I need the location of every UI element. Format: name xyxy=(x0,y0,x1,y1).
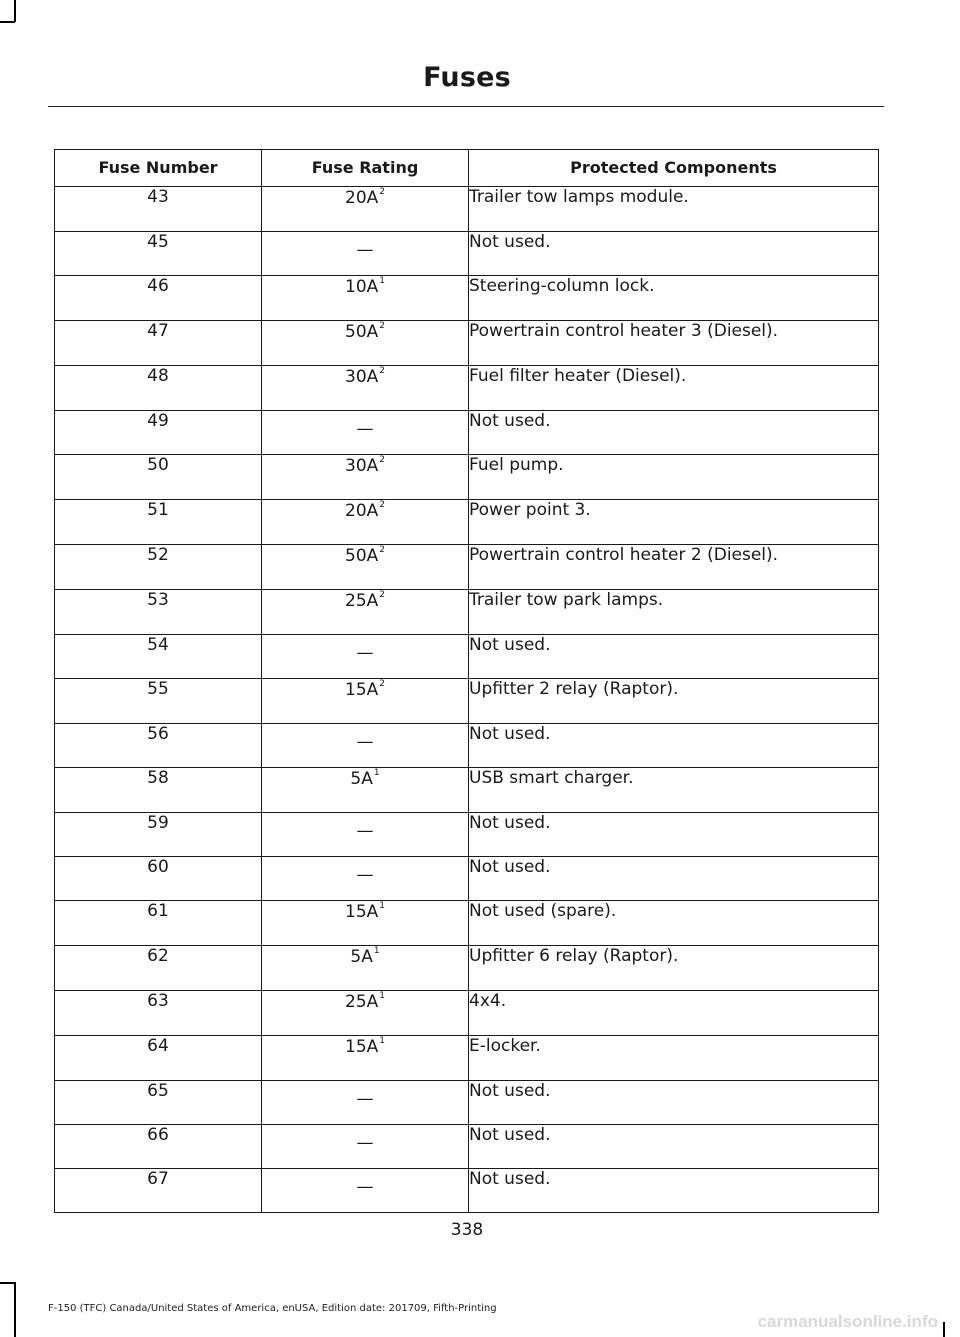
fuse-number-cell: 54 xyxy=(55,635,262,679)
protected-component-cell: Not used. xyxy=(469,1081,879,1125)
fuse-number-cell: 61 xyxy=(55,901,262,946)
fuse-rating-value: — xyxy=(356,1089,374,1109)
fuse-rating-cell xyxy=(262,232,469,276)
fuse-rating-value: — xyxy=(356,1177,374,1197)
protected-component-cell: Powertrain control heater 3 (Diesel). xyxy=(469,321,879,366)
fuse-rating-cell xyxy=(262,411,469,455)
protected-component-cell: Not used. xyxy=(469,1125,879,1169)
fuse-rating-cell xyxy=(262,1036,469,1081)
footnote-marker: 1 xyxy=(379,991,385,1001)
footnote-marker: 2 xyxy=(379,500,385,510)
table-row xyxy=(55,232,879,276)
fuse-rating-cell xyxy=(262,1125,469,1169)
fuse-rating-cell xyxy=(262,455,469,500)
protected-component-cell: Not used. xyxy=(469,813,879,857)
fuse-rating-cell xyxy=(262,991,469,1036)
title-divider xyxy=(48,106,884,107)
fuse-number-cell: 55 xyxy=(55,679,262,724)
fuse-number-cell: 64 xyxy=(55,1036,262,1081)
fuse-number-cell: 63 xyxy=(55,991,262,1036)
fuse-table xyxy=(54,149,879,1213)
table-row xyxy=(55,500,879,545)
protected-component-cell: Powertrain control heater 2 (Diesel). xyxy=(469,545,879,590)
fuse-number-cell: 47 xyxy=(55,321,262,366)
fuse-rating-cell xyxy=(262,366,469,411)
footnote-marker: 1 xyxy=(373,768,380,778)
fuse-rating-value: — xyxy=(356,419,374,439)
table-row xyxy=(55,411,879,455)
protected-component-cell: Fuel pump. xyxy=(469,455,879,500)
fuse-number-cell: 50 xyxy=(55,455,262,500)
fuse-rating-value: 15A xyxy=(345,1037,379,1057)
table-row xyxy=(55,276,879,321)
fuse-rating-value: — xyxy=(356,821,374,841)
fuse-rating-value: 50A xyxy=(345,546,379,566)
protected-component-cell: 4x4. xyxy=(469,991,879,1036)
protected-component-cell: Fuel filter heater (Diesel). xyxy=(469,366,879,411)
fuse-number-cell: 56 xyxy=(55,724,262,768)
fuse-number-cell: 58 xyxy=(55,768,262,813)
fuse-rating-value: 30A xyxy=(345,456,379,476)
crop-mark-bottom-left xyxy=(14,1282,16,1337)
protected-component-cell: USB smart charger. xyxy=(469,768,879,813)
fuse-rating-value: 25A xyxy=(345,591,379,611)
fuse-rating-value: — xyxy=(356,1133,374,1153)
fuse-number-cell: 65 xyxy=(55,1081,262,1125)
protected-component-cell: Upfitter 6 relay (Raptor). xyxy=(469,946,879,991)
table-row xyxy=(55,991,879,1036)
footnote-marker: 2 xyxy=(379,545,385,555)
protected-component-cell: Not used. xyxy=(469,232,879,276)
fuse-rating-cell xyxy=(262,545,469,590)
table-row xyxy=(55,635,879,679)
fuse-rating-cell xyxy=(262,768,469,813)
protected-component-cell: Not used. xyxy=(469,857,879,901)
fuse-rating-value: 50A xyxy=(345,322,379,342)
fuse-rating-cell xyxy=(262,724,469,768)
fuse-rating-value: — xyxy=(356,732,374,752)
protected-component-cell: E-locker. xyxy=(469,1036,879,1081)
column-header-fuse-rating: Fuse Rating xyxy=(262,150,469,187)
fuse-rating-value: 10A xyxy=(345,277,379,297)
footnote-marker: 2 xyxy=(379,366,385,376)
table-row xyxy=(55,321,879,366)
fuse-rating-value: 15A xyxy=(345,680,379,700)
table-row xyxy=(55,1036,879,1081)
table-row xyxy=(55,366,879,411)
fuse-rating-cell xyxy=(262,813,469,857)
footnote-marker: 2 xyxy=(379,321,385,331)
table-row xyxy=(55,857,879,901)
table-row xyxy=(55,768,879,813)
protected-component-cell: Trailer tow park lamps. xyxy=(469,590,879,635)
table-header-row xyxy=(55,150,879,187)
table-row xyxy=(55,545,879,590)
table-row xyxy=(55,946,879,991)
protected-component-cell: Upfitter 2 relay (Raptor). xyxy=(469,679,879,724)
fuse-rating-value: 25A xyxy=(345,992,379,1012)
fuse-rating-cell xyxy=(262,946,469,991)
table-row xyxy=(55,813,879,857)
fuse-rating-cell xyxy=(262,590,469,635)
protected-component-cell: Not used (spare). xyxy=(469,901,879,946)
protected-component-cell: Not used. xyxy=(469,724,879,768)
footnote-marker: 2 xyxy=(379,455,385,465)
protected-component-cell: Not used. xyxy=(469,1169,879,1213)
fuse-rating-value: 5A xyxy=(350,769,373,789)
fuse-rating-value: — xyxy=(356,865,374,885)
footnote-marker: 2 xyxy=(379,590,385,600)
fuse-number-cell: 62 xyxy=(55,946,262,991)
fuse-rating-value: 30A xyxy=(345,367,379,387)
crop-mark-top-left-h xyxy=(0,21,15,23)
fuse-rating-value: — xyxy=(356,240,374,260)
fuse-number-cell: 52 xyxy=(55,545,262,590)
footnote-marker: 1 xyxy=(379,276,385,286)
fuse-rating-value: 15A xyxy=(345,902,379,922)
fuse-number-cell: 53 xyxy=(55,590,262,635)
fuse-number-cell: 51 xyxy=(55,500,262,545)
fuse-number-cell: 59 xyxy=(55,813,262,857)
protected-component-cell: Trailer tow lamps module. xyxy=(469,187,879,232)
table-row xyxy=(55,187,879,232)
footnote-marker: 1 xyxy=(373,946,380,956)
protected-component-cell: Not used. xyxy=(469,411,879,455)
footnote-marker: 1 xyxy=(379,901,385,911)
fuse-rating-cell xyxy=(262,321,469,366)
crop-mark-top-left xyxy=(14,0,16,22)
fuse-rating-value: — xyxy=(356,643,374,663)
crop-mark-bottom-left-h xyxy=(0,1282,15,1284)
fuse-rating-cell xyxy=(262,500,469,545)
fuse-rating-cell xyxy=(262,187,469,232)
fuse-rating-value: 20A xyxy=(345,501,379,521)
fuse-rating-cell xyxy=(262,1081,469,1125)
edition-footer: F-150 (TFC) Canada/United States of America, enUSA, Edition date: 201709, Fifth-Printing xyxy=(48,1303,497,1314)
table-row xyxy=(55,1169,879,1213)
protected-component-cell: Not used. xyxy=(469,635,879,679)
fuse-number-cell: 43 xyxy=(55,187,262,232)
fuse-number-cell: 67 xyxy=(55,1169,262,1213)
fuse-number-cell: 45 xyxy=(55,232,262,276)
footnote-marker: 2 xyxy=(379,679,385,689)
footnote-marker: 1 xyxy=(379,1036,385,1046)
footnote-marker: 2 xyxy=(379,187,385,197)
page-title: Fuses xyxy=(423,62,511,93)
fuse-number-cell: 60 xyxy=(55,857,262,901)
fuse-number-cell: 66 xyxy=(55,1125,262,1169)
fuse-number-cell: 48 xyxy=(55,366,262,411)
table-row xyxy=(55,901,879,946)
table-row xyxy=(55,1125,879,1169)
fuse-number-cell: 49 xyxy=(55,411,262,455)
fuse-table-body xyxy=(55,187,879,1213)
crop-mark-bottom-right xyxy=(943,1322,945,1337)
column-header-protected-components: Protected Components xyxy=(469,150,879,187)
fuse-rating-cell xyxy=(262,679,469,724)
fuse-rating-cell xyxy=(262,857,469,901)
table-row xyxy=(55,1081,879,1125)
fuse-rating-value: 20A xyxy=(345,188,379,208)
fuse-number-cell: 46 xyxy=(55,276,262,321)
protected-component-cell: Steering-column lock. xyxy=(469,276,879,321)
fuse-rating-value: 5A xyxy=(350,947,373,967)
protected-component-cell: Power point 3. xyxy=(469,500,879,545)
fuse-rating-cell xyxy=(262,276,469,321)
table-row xyxy=(55,679,879,724)
fuse-rating-cell xyxy=(262,635,469,679)
table-row xyxy=(55,455,879,500)
fuse-rating-cell xyxy=(262,1169,469,1213)
table-row xyxy=(55,724,879,768)
table-row xyxy=(55,590,879,635)
fuse-rating-cell xyxy=(262,901,469,946)
column-header-fuse-number: Fuse Number xyxy=(55,150,262,187)
watermark: carmanualsonline.info xyxy=(757,1312,938,1331)
page-number: 338 xyxy=(450,1220,484,1240)
